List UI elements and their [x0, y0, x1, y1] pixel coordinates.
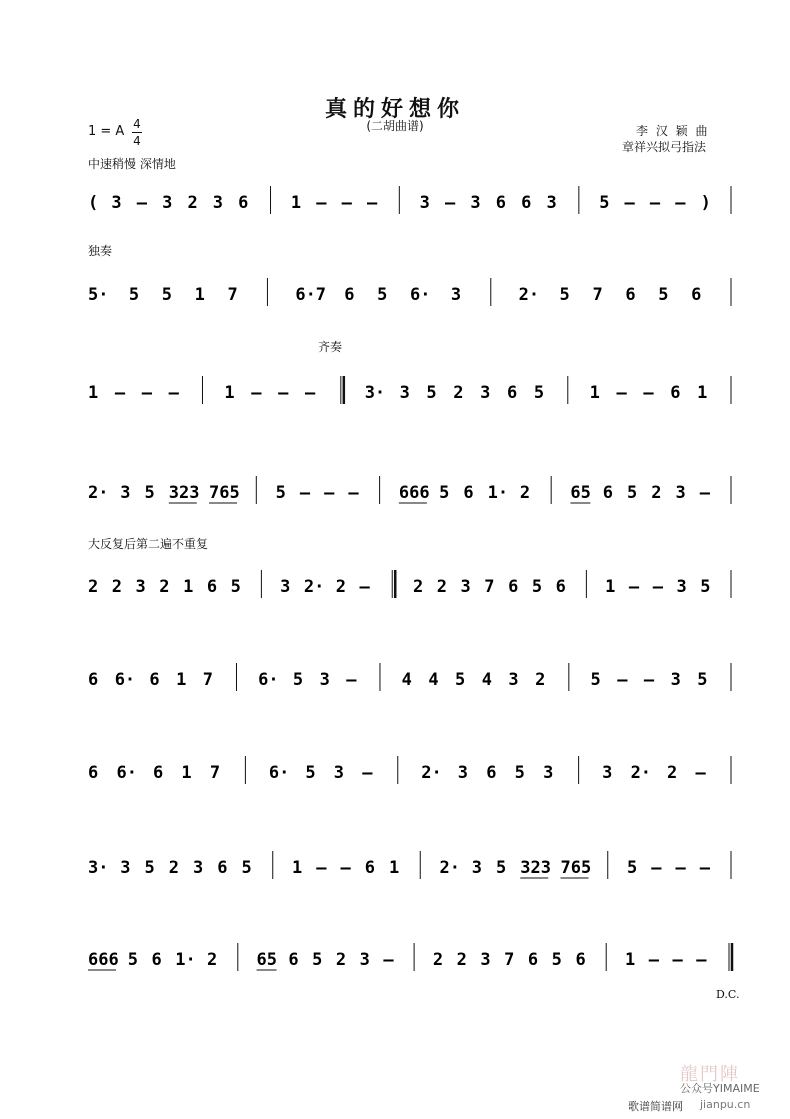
note: ) [700, 193, 711, 213]
note: 5 [312, 950, 323, 970]
dash-note: – [699, 483, 710, 503]
note: 2 [436, 577, 448, 597]
note: 6 [521, 193, 532, 213]
note: 6 [575, 950, 586, 970]
bar-line [392, 570, 395, 598]
score-row [82, 368, 742, 428]
score-row [82, 843, 742, 903]
dash-note: – [675, 858, 686, 878]
note: 2 [456, 950, 467, 970]
score-row-svg [82, 843, 742, 903]
note: 5 [559, 285, 570, 305]
note: 7 [202, 670, 214, 690]
time-signature [132, 116, 142, 149]
note: 3 [111, 193, 122, 213]
note: 2 [168, 858, 179, 878]
note: 2· [439, 858, 460, 878]
score-row-svg [82, 562, 742, 622]
watermark-logo: 龍門陣 [680, 1064, 740, 1085]
note: 6 [217, 858, 228, 878]
watermark-site: 歌谱简谱网 [628, 1100, 683, 1113]
dash-note: – [643, 383, 654, 403]
dash-note: – [316, 858, 327, 878]
arranger: 章祥兴拟弓指法 [622, 140, 707, 154]
note: 323 [520, 858, 551, 878]
note: 5 [230, 577, 241, 597]
score-row-svg [82, 178, 742, 238]
note: 3 [457, 763, 468, 783]
score-row-svg [82, 270, 742, 330]
dash-note: – [672, 950, 683, 970]
note: 2· [303, 577, 325, 597]
dash-note: – [628, 577, 640, 597]
note: 6 [88, 670, 99, 690]
note: 2 [651, 483, 662, 503]
note: 5 [426, 383, 437, 403]
note: 6 [602, 483, 613, 503]
note: 6· [116, 763, 137, 783]
note: 1 [624, 950, 636, 970]
note: 2 [432, 950, 444, 970]
note: 5 [590, 670, 601, 690]
note: 3 [120, 858, 131, 878]
note: 2 [187, 193, 198, 213]
note: 7 [504, 950, 515, 970]
note: 765 [560, 858, 592, 878]
note: 6 [149, 670, 160, 690]
note: 65 [570, 483, 591, 503]
dash-note: – [341, 193, 352, 213]
note: 2 [519, 483, 531, 503]
dash-note: – [617, 670, 628, 690]
note: 1 [290, 193, 302, 213]
bar-line [341, 376, 344, 404]
note: 3 [450, 285, 462, 305]
note: 1 [224, 383, 235, 403]
note: 6 [508, 577, 519, 597]
note: 5 [551, 950, 562, 970]
note: 2 [207, 950, 218, 970]
note: 1· [487, 483, 509, 503]
note: 5 [531, 577, 543, 597]
note: 2 [335, 577, 346, 597]
score-row [82, 178, 742, 238]
note: 2 [159, 577, 170, 597]
note: 1 [605, 577, 616, 597]
note: 3 [319, 670, 330, 690]
subtitle: (二胡曲谱) [366, 119, 424, 133]
dash-note: – [366, 193, 378, 213]
note: 3 [675, 483, 686, 503]
note: 3 [470, 193, 481, 213]
note: 6 [625, 285, 636, 305]
section-solo: 独奏 [88, 244, 113, 258]
dash-note: – [651, 858, 662, 878]
note: 6 [463, 483, 474, 503]
note: 6· [114, 670, 136, 690]
note: 6 [344, 285, 355, 305]
note: 6 [691, 285, 702, 305]
note: 2 [335, 950, 347, 970]
dash-note: – [675, 193, 686, 213]
note: 3 [333, 763, 345, 783]
note: 7 [592, 285, 603, 305]
composer: 李 汉 颖 曲 [636, 124, 710, 138]
note: 5· [88, 285, 109, 305]
note: 3 [280, 577, 291, 597]
note: 6 [238, 193, 249, 213]
bar-line [729, 943, 732, 971]
note: 6 [486, 763, 497, 783]
key-signature: 1 = A [88, 124, 125, 139]
score-row [82, 748, 742, 808]
dash-note: – [340, 858, 351, 878]
dash-note: – [141, 383, 152, 403]
note: 3 [670, 670, 681, 690]
note: 6 [364, 858, 375, 878]
note: 5 [275, 483, 286, 503]
note: 765 [209, 483, 240, 503]
note: 5 [533, 383, 545, 403]
note: 6 [670, 383, 681, 403]
note: 3 [399, 383, 410, 403]
section-tutti: 齐奏 [318, 340, 343, 354]
note: 1 [589, 383, 600, 403]
score-row-svg [82, 935, 742, 995]
meter-top: 4 [133, 117, 141, 131]
dash-note: – [696, 950, 707, 970]
note: 3 [460, 577, 471, 597]
dash-note: – [114, 383, 126, 403]
note: 6 [507, 383, 518, 403]
dash-note: – [616, 383, 627, 403]
note: 5 [161, 285, 173, 305]
note: 3 [212, 193, 224, 213]
dc-marking: D.C. [716, 988, 740, 1001]
dash-note: – [652, 577, 663, 597]
score-row [82, 935, 742, 995]
note: 1 [194, 285, 205, 305]
score-row-svg [82, 368, 742, 428]
dash-note: – [699, 858, 710, 878]
note: 7 [209, 763, 221, 783]
note: 5 [697, 670, 708, 690]
note: 5 [700, 577, 711, 597]
note: 1 [88, 383, 99, 403]
note: 6· [268, 763, 290, 783]
note: 323 [168, 483, 200, 503]
note: 2 [667, 763, 678, 783]
dash-note: – [383, 950, 394, 970]
note: 3 [162, 193, 173, 213]
dash-note: – [278, 383, 289, 403]
note: 2 [88, 577, 99, 597]
score-row-svg [82, 468, 742, 528]
note: 3· [88, 858, 109, 878]
note: 3 [508, 670, 519, 690]
dash-note: – [324, 483, 335, 503]
note: 3· [364, 383, 386, 403]
dash-note: – [359, 577, 370, 597]
note: 3 [546, 193, 557, 213]
note: 3 [359, 950, 370, 970]
dash-note: – [362, 763, 373, 783]
dash-note: – [624, 193, 635, 213]
dash-note: – [348, 483, 359, 503]
note: 5 [292, 670, 304, 690]
dash-note: – [299, 483, 311, 503]
note: 3 [480, 950, 491, 970]
watermark-url: jianpu.cn [700, 1098, 751, 1111]
note: 7 [484, 577, 495, 597]
note: 1 [181, 763, 192, 783]
note: 6· [410, 285, 431, 305]
note: 3 [480, 383, 491, 403]
note: 7 [227, 285, 238, 305]
note: 6 [495, 193, 507, 213]
score-row [82, 655, 742, 715]
note: ( [88, 193, 99, 213]
note: 3 [120, 483, 131, 503]
note: 2· [630, 763, 652, 783]
note: 3 [676, 577, 687, 597]
note: 6 [288, 950, 299, 970]
note: 2 [413, 577, 424, 597]
note: 666 [88, 950, 119, 970]
note: 3 [471, 858, 482, 878]
note: 65 [256, 950, 278, 970]
note: 5 [658, 285, 669, 305]
note: 3 [135, 577, 146, 597]
note: 5 [128, 285, 140, 305]
note: 1 [176, 670, 187, 690]
note: 5 [496, 858, 507, 878]
note: 3 [419, 193, 430, 213]
note: 5 [599, 193, 610, 213]
note: 3 [193, 858, 204, 878]
dash-note: – [648, 950, 659, 970]
note: 2· [518, 285, 540, 305]
score-row [82, 468, 742, 528]
note: 1 [697, 383, 708, 403]
note: 2 [535, 670, 546, 690]
note: 1 [183, 577, 194, 597]
dash-note: – [316, 193, 327, 213]
dash-note: – [136, 193, 147, 213]
dash-note: – [346, 670, 357, 690]
note: 4 [428, 670, 439, 690]
watermark-account: 公众号YIMAIME [680, 1082, 760, 1095]
note: 6·7 [295, 285, 327, 305]
note: 5 [127, 950, 139, 970]
page-title: 真的好想你 [324, 97, 465, 122]
note: 5 [455, 670, 466, 690]
note: 5 [377, 285, 388, 305]
dash-note: – [251, 383, 262, 403]
score-row-svg [82, 655, 742, 715]
note: 1 [292, 858, 303, 878]
note: 4 [401, 670, 412, 690]
dash-note: – [304, 383, 316, 403]
section-repeat-note: 大反复后第二遍不重复 [88, 537, 209, 551]
note: 5 [626, 483, 638, 503]
note: 4 [481, 670, 492, 690]
dash-note: – [643, 670, 655, 690]
note: 6 [151, 950, 162, 970]
dash-note: – [649, 193, 661, 213]
note: 5 [439, 483, 450, 503]
score-row [82, 562, 742, 622]
note: 2· [88, 483, 109, 503]
dash-note: – [445, 193, 456, 213]
note: 6· [258, 670, 279, 690]
score-row [82, 270, 742, 330]
note: 3 [602, 763, 613, 783]
score-row-svg [82, 748, 742, 808]
tempo-marking: 中速稍慢 深情地 [88, 157, 176, 171]
dash-note: – [695, 763, 706, 783]
note: 1· [175, 950, 196, 970]
note: 5 [305, 763, 316, 783]
note: 5 [514, 763, 525, 783]
note: 5 [144, 858, 155, 878]
note: 6 [152, 763, 164, 783]
note: 6 [88, 763, 99, 783]
note: 6 [206, 577, 218, 597]
note: 5 [144, 483, 155, 503]
dash-note: – [168, 383, 179, 403]
note: 3 [543, 763, 554, 783]
note: 6 [555, 577, 566, 597]
meter-bottom: 4 [133, 134, 141, 148]
note: 666 [398, 483, 430, 503]
note: 2 [453, 383, 464, 403]
note: 6 [527, 950, 539, 970]
note: 2· [421, 763, 442, 783]
note: 1 [389, 858, 400, 878]
note: 5 [627, 858, 638, 878]
note: 2 [111, 577, 123, 597]
note: 5 [241, 858, 252, 878]
